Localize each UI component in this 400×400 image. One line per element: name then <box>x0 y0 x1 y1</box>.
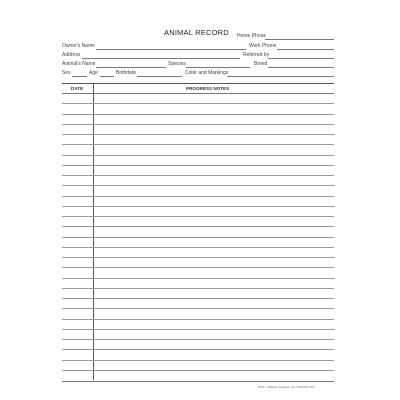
sex-label: Sex <box>62 70 71 76</box>
table-row[interactable] <box>62 329 334 330</box>
date-column-header: DATE <box>71 86 84 91</box>
referred-by-label: Referred by <box>243 52 270 58</box>
address-field[interactable] <box>82 58 240 59</box>
age-label: Age <box>89 70 98 76</box>
home-phone-field[interactable] <box>265 39 334 40</box>
table-row[interactable] <box>62 339 334 340</box>
table-row[interactable] <box>62 319 334 320</box>
birthdate-label: Birthdate <box>116 70 137 76</box>
table-row[interactable] <box>62 237 334 238</box>
table-row[interactable] <box>62 216 334 217</box>
table-row[interactable] <box>62 134 334 135</box>
table-row[interactable] <box>62 298 334 299</box>
work-phone-label: Work Phone <box>249 43 277 49</box>
work-phone-field[interactable] <box>277 49 334 50</box>
table-row[interactable] <box>62 278 334 279</box>
table-row[interactable] <box>62 226 334 227</box>
table-header-divider <box>62 93 334 94</box>
table-row[interactable] <box>62 196 334 197</box>
color-markings-field[interactable] <box>227 76 334 77</box>
table-row[interactable] <box>62 247 334 248</box>
species-field[interactable] <box>186 67 250 68</box>
breed-field[interactable] <box>268 67 334 68</box>
table-row[interactable] <box>62 257 334 258</box>
table-row[interactable] <box>62 288 334 289</box>
age-field[interactable] <box>100 76 114 77</box>
table-row[interactable] <box>62 185 334 186</box>
table-row[interactable] <box>62 349 334 350</box>
table-row[interactable] <box>62 144 334 145</box>
table-row[interactable] <box>62 175 334 176</box>
animals-name-field[interactable] <box>96 67 166 68</box>
date-column-divider <box>93 83 94 380</box>
breed-label: Breed <box>254 61 268 67</box>
table-row[interactable] <box>62 370 334 371</box>
table-row[interactable] <box>62 114 334 115</box>
home-phone-label: Home Phone <box>237 33 267 39</box>
sex-field[interactable] <box>72 76 87 77</box>
progress-notes-table <box>62 83 334 382</box>
form-footer: #0477 • Bibbero Systems, Inc. TUSCON CTS <box>258 385 315 389</box>
table-row[interactable] <box>62 155 334 156</box>
animals-name-label: Animal's Name <box>62 61 96 67</box>
table-row[interactable] <box>62 124 334 125</box>
address-label: Address <box>62 52 81 58</box>
owners-name-label: Owner's Name <box>62 43 95 49</box>
table-row[interactable] <box>62 103 334 104</box>
form-title: ANIMAL RECORD <box>164 28 229 37</box>
table-row[interactable] <box>62 267 334 268</box>
progress-notes-column-header: PROGRESS NOTES <box>186 86 230 91</box>
color-markings-label: Color and Markings <box>185 70 229 76</box>
table-row[interactable] <box>62 165 334 166</box>
referred-by-field[interactable] <box>268 58 334 59</box>
owners-name-field[interactable] <box>96 49 246 50</box>
table-row[interactable] <box>62 360 334 361</box>
table-row[interactable] <box>62 308 334 309</box>
table-row[interactable] <box>62 206 334 207</box>
birthdate-field[interactable] <box>137 76 182 77</box>
species-label: Species <box>168 61 186 67</box>
